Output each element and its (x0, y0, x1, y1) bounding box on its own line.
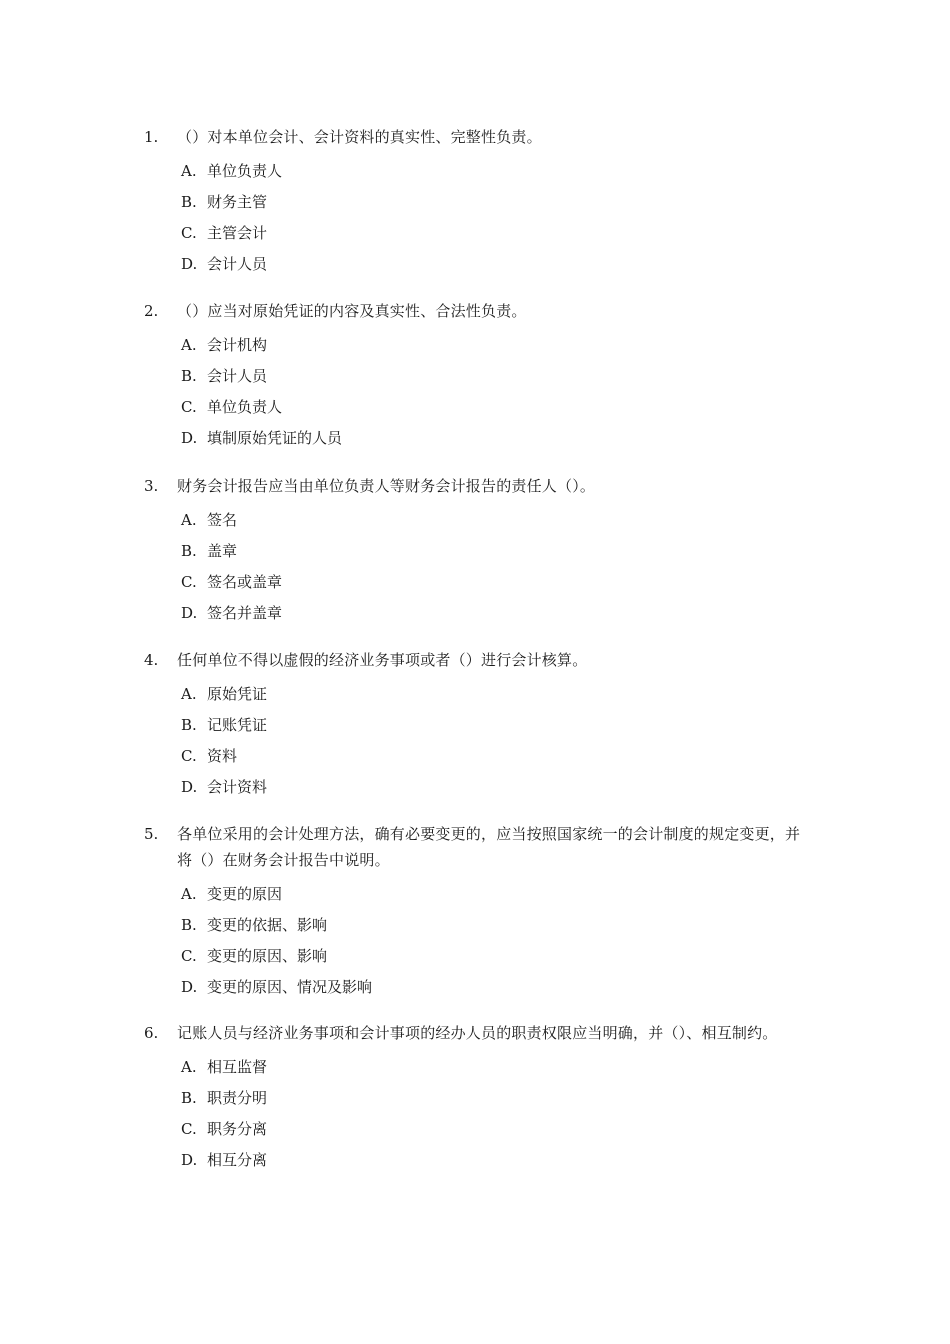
option-text: 职务分离 (207, 1120, 268, 1138)
question-6 (144, 1020, 814, 1175)
option-text: 单位负责人 (207, 398, 283, 416)
option-text: 主管会计 (207, 224, 268, 242)
option-text: 会计机构 (207, 336, 268, 354)
option-c (144, 217, 814, 248)
option-text: 签名或盖章 (207, 573, 283, 591)
option-text: 单位负责人 (207, 162, 283, 180)
option-a (144, 878, 814, 909)
option-b (144, 909, 814, 940)
option-text: 原始凭证 (207, 685, 268, 703)
option-list (144, 1051, 814, 1175)
option-letter: A. (181, 1057, 197, 1076)
option-a (144, 1051, 814, 1082)
question-text: （）应当对原始凭证的内容及真实性、合法性负责。 (177, 302, 527, 320)
question-text: 各单位采用的会计处理方法，确有必要变更的，应当按照国家统一的会计制度的规定变更，并将（）在财务会计报告中说明。 (177, 825, 801, 869)
option-letter: D. (181, 603, 198, 622)
question-1 (144, 124, 814, 279)
option-text: 填制原始凭证的人员 (207, 429, 343, 447)
option-letter: A. (181, 161, 197, 180)
option-letter: B. (181, 366, 197, 385)
option-text: 会计人员 (207, 367, 268, 385)
question-text: （）对本单位会计、会计资料的真实性、完整性负责。 (177, 128, 542, 146)
option-list (144, 878, 814, 1002)
option-c (144, 391, 814, 422)
option-text: 相互分离 (207, 1151, 268, 1169)
option-text: 签名 (207, 511, 238, 529)
option-letter: C. (181, 746, 197, 765)
option-letter: C. (181, 572, 197, 591)
option-c (144, 566, 814, 597)
option-letter: B. (181, 541, 197, 560)
option-text: 变更的依据、影响 (207, 916, 328, 934)
question-number: 4. (144, 651, 159, 669)
option-text: 职责分明 (207, 1089, 268, 1107)
option-list (144, 678, 814, 802)
option-text: 会计资料 (207, 778, 268, 796)
option-d (144, 422, 814, 453)
question-4 (144, 647, 814, 802)
question-3 (144, 473, 814, 628)
option-letter: D. (181, 254, 198, 273)
option-list (144, 329, 814, 453)
option-letter: D. (181, 428, 198, 447)
option-b (144, 360, 814, 391)
option-letter: A. (181, 510, 197, 529)
option-letter: A. (181, 335, 197, 354)
question-number: 6. (144, 1024, 159, 1042)
option-b (144, 709, 814, 740)
option-letter: B. (181, 1088, 197, 1107)
question-text: 任何单位不得以虚假的经济业务事项或者（）进行会计核算。 (177, 651, 588, 669)
question-number: 3. (144, 477, 159, 495)
option-letter: D. (181, 977, 198, 996)
option-d (144, 597, 814, 628)
option-text: 资料 (207, 747, 238, 765)
option-text: 财务主管 (207, 193, 268, 211)
option-letter: B. (181, 192, 197, 211)
option-list (144, 504, 814, 628)
option-b (144, 535, 814, 566)
option-a (144, 504, 814, 535)
option-letter: D. (181, 1150, 198, 1169)
option-b (144, 1082, 814, 1113)
question-text: 记账人员与经济业务事项和会计事项的经办人员的职责权限应当明确，并（）、相互制约。 (177, 1024, 778, 1042)
option-text: 相互监督 (207, 1058, 268, 1076)
option-list (144, 155, 814, 279)
option-text: 记账凭证 (207, 716, 268, 734)
option-letter: D. (181, 777, 198, 796)
option-c (144, 740, 814, 771)
question-2 (144, 298, 814, 453)
option-a (144, 678, 814, 709)
option-d (144, 1144, 814, 1175)
option-a (144, 329, 814, 360)
option-letter: C. (181, 946, 197, 965)
option-letter: A. (181, 884, 197, 903)
question-number: 1. (144, 128, 159, 146)
option-text: 盖章 (207, 542, 238, 560)
option-d (144, 248, 814, 279)
option-letter: B. (181, 715, 197, 734)
option-c (144, 940, 814, 971)
question-text: 财务会计报告应当由单位负责人等财务会计报告的责任人（）。 (177, 477, 596, 495)
option-letter: A. (181, 684, 197, 703)
option-text: 变更的原因 (207, 885, 283, 903)
question-5 (144, 821, 814, 1002)
option-letter: C. (181, 397, 197, 416)
option-letter: C. (181, 1119, 197, 1138)
option-text: 会计人员 (207, 255, 268, 273)
option-letter: B. (181, 915, 197, 934)
option-d (144, 771, 814, 802)
option-c (144, 1113, 814, 1144)
option-text: 签名并盖章 (207, 604, 283, 622)
question-number: 2. (144, 302, 159, 320)
option-d (144, 971, 814, 1002)
option-b (144, 186, 814, 217)
question-number: 5. (144, 825, 159, 843)
option-text: 变更的原因、情况及影响 (207, 978, 373, 996)
option-text: 变更的原因、影响 (207, 947, 328, 965)
option-letter: C. (181, 223, 197, 242)
option-a (144, 155, 814, 186)
